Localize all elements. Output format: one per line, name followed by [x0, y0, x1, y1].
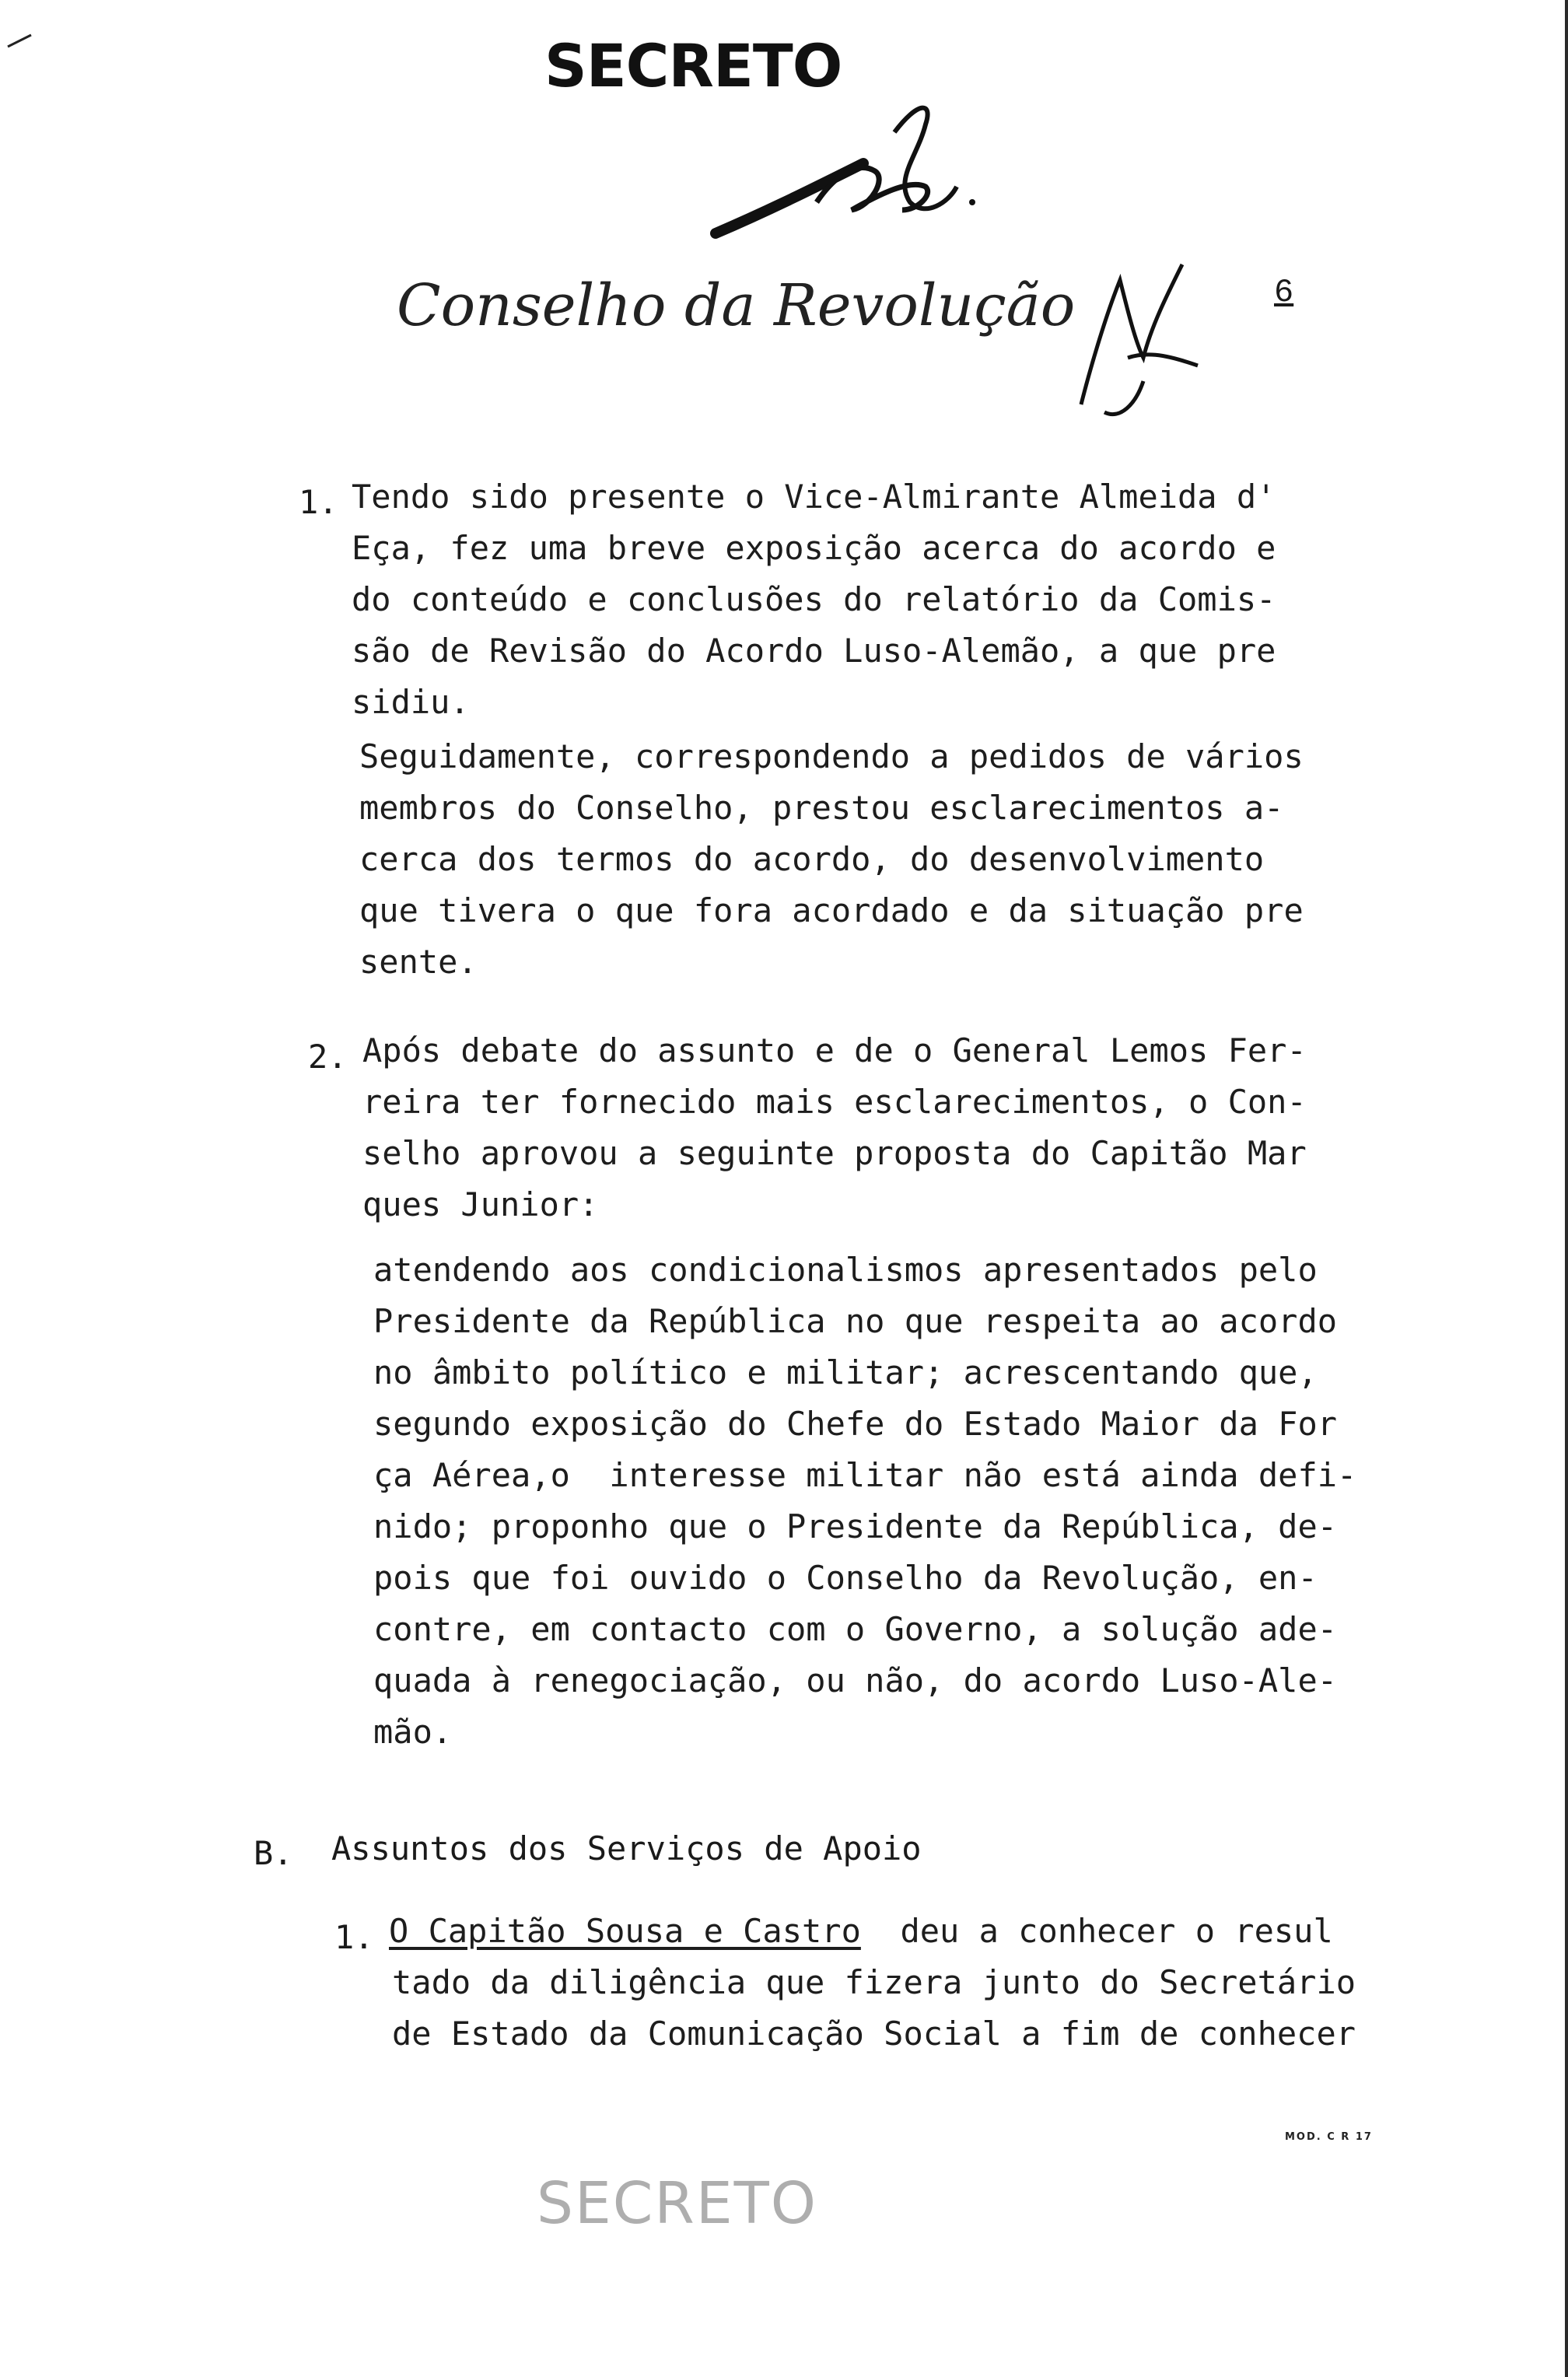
text-line: no âmbito político e militar; acrescentando que, [373, 1353, 1318, 1392]
page-edge [1565, 0, 1568, 2377]
text-line: que tivera o que fora acordado e da situação pre [359, 891, 1304, 929]
handwritten-signature [1058, 249, 1213, 428]
section-letter: B. [254, 1834, 293, 1872]
text-line: Tendo sido presente o Vice-Almirante Almeida d' [352, 478, 1276, 516]
text-line: contre, em contacto com o Governo, a solução ade- [373, 1610, 1338, 1648]
classification-stamp-bottom: SECRETO [537, 2170, 818, 2237]
text-line: Após debate do assunto e de o General Lemos Fer- [362, 1031, 1307, 1069]
text-line [389, 1912, 1333, 1950]
handwritten-initials [700, 86, 996, 249]
text-line: mão. [373, 1713, 453, 1751]
underlined-name: O Capitão Sousa e Castro [389, 1912, 861, 1950]
text-line: segundo exposição do Chefe do Estado Maior da For [373, 1405, 1338, 1443]
text-line: ça Aérea,o interesse militar não está ainda defi- [373, 1456, 1357, 1494]
text-line: Presidente da República no que respeita ao acordo [373, 1302, 1338, 1340]
text-line: membros do Conselho, prestou esclarecimentos a- [359, 789, 1284, 827]
item-number: 1. [299, 483, 338, 521]
text-line: são de Revisão do Acordo Luso-Alemão, a que pre [352, 632, 1276, 670]
text-line: Eça, fez uma breve exposição acerca do acordo e [352, 529, 1276, 567]
text-line: sente. [359, 943, 478, 981]
text-line: cerca dos termos do acordo, do desenvolvimento [359, 840, 1265, 878]
scan-mark [0, 0, 47, 93]
classification-stamp-top: SECRETO [544, 31, 842, 100]
form-reference: MOD. C R 17 [1285, 2131, 1373, 2143]
text-line: tado da diligência que fizera junto do Secretário [392, 1963, 1356, 2001]
item-number: 2. [308, 1038, 348, 1076]
text-line: atendendo aos condicionalismos apresentados pelo [373, 1251, 1318, 1289]
text-line: do conteúdo e conclusões do relatório da Comis- [352, 580, 1276, 618]
text-line: reira ter fornecido mais esclarecimentos, o Con- [362, 1083, 1307, 1121]
text-line: pois que foi ouvido o Conselho da Revolução, en- [373, 1559, 1318, 1597]
text-line: ques Junior: [362, 1185, 599, 1224]
text-fragment: deu a conhecer o resul [860, 1912, 1333, 1950]
text-line: selho aprovou a seguinte proposta do Capitão Mar [362, 1134, 1307, 1172]
text-line: Seguidamente, correspondendo a pedidos de vários [359, 737, 1304, 775]
text-line: quada à renegociação, ou não, do acordo Luso-Ale- [373, 1661, 1338, 1700]
section-title: Assuntos dos Serviços de Apoio [331, 1829, 922, 1868]
text-line: nido; proponho que o Presidente da República, de- [373, 1507, 1338, 1546]
text-line: sidiu. [352, 683, 470, 721]
letterhead: Conselho da Revolução [397, 272, 1076, 339]
text-line: de Estado da Comunicação Social a fim de conhecer [392, 2015, 1356, 2053]
item-number: 1. [334, 1918, 374, 1956]
page-number: 6 [1274, 274, 1294, 311]
